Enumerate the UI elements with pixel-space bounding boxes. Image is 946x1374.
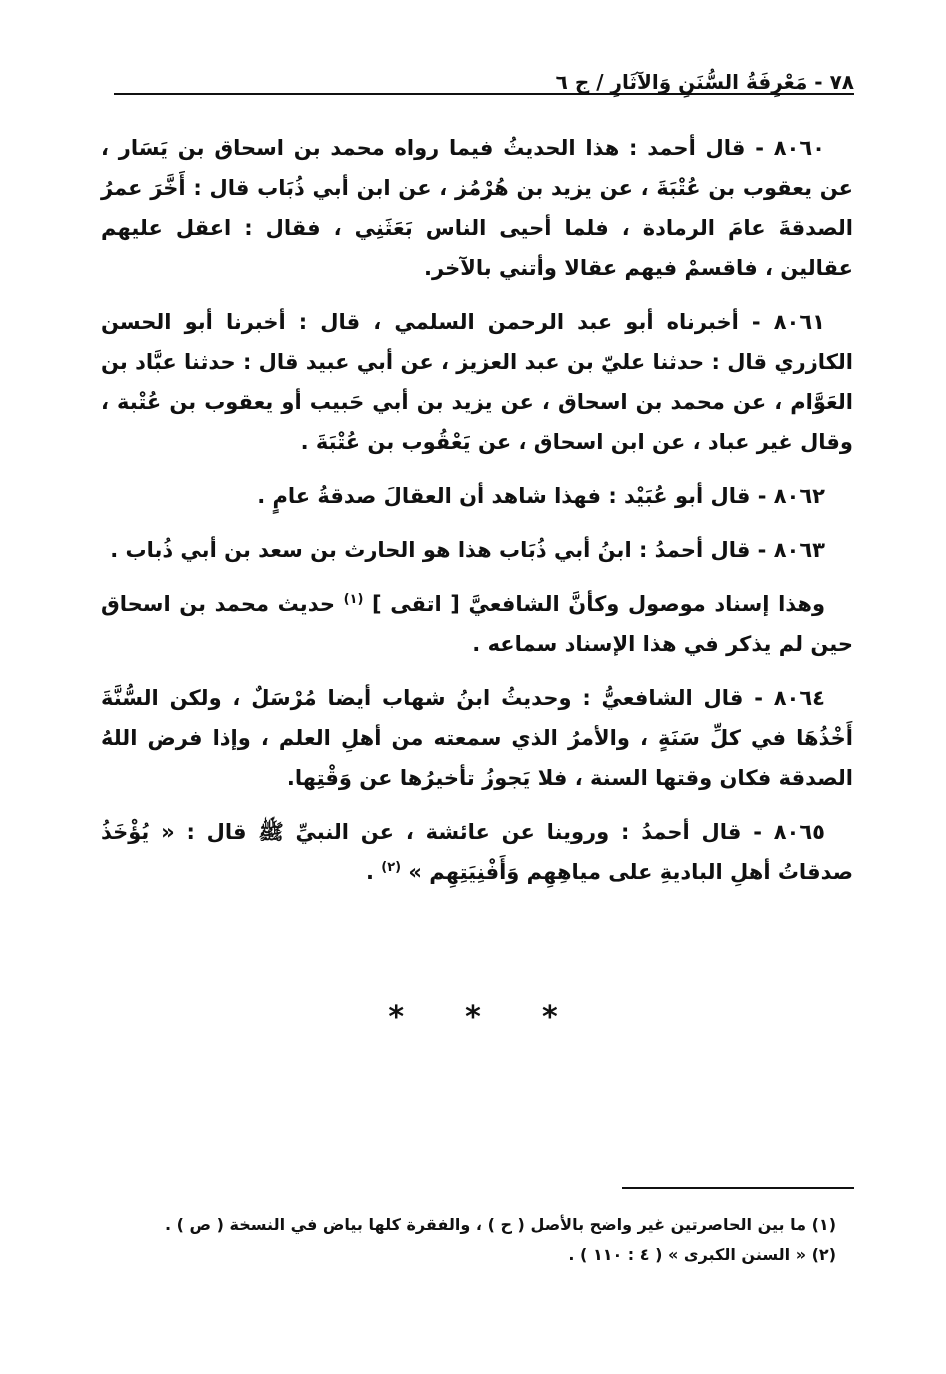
- paragraph-8065: [101, 812, 853, 892]
- header-rule: [114, 93, 854, 95]
- paragraph-8064: ٨٠٦٤ - قال الشافعيُّ : وحديثُ ابنُ شهاب أيضا مُرْسَلٌ ، ولكن السُّنَّةَ أَخْذُهَا في كلِّ سَنَةٍ ، والأمرُ الذي سمعته من أهلِ العلم ، وإذا فرض اللهُ الصدقة فكان وقتها السنة ، فلا يَجوزُ تأخيرُها عن وَقْتِها.: [101, 686, 853, 790]
- paragraph-isnad-note: [101, 584, 853, 664]
- separator-star: *: [541, 1000, 558, 1035]
- paragraph-8063: ٨٠٦٣ - قال أحمدُ : ابنُ أبي ذُبَاب هذا هو الحارث بن سعد بن أبي ذُباب .: [110, 538, 825, 562]
- paragraph-8062: ٨٠٦٢ - قال أبو عُبَيْد : فهذا شاهد أن العقالَ صدقةُ عامٍ .: [257, 484, 825, 508]
- separator-star: *: [465, 1000, 481, 1035]
- footnote-ref-2[interactable]: (٢): [381, 860, 402, 875]
- footnote-rule: [622, 1187, 854, 1189]
- footnote-2: (٢) « السنن الكبرى » ( ٤ : ١١٠ ) .: [568, 1245, 836, 1264]
- paragraph-isnad-note-start: وهذا إسناد موصول وكأنَّ الشافعيَّ [ اتقى ]: [372, 592, 826, 616]
- separator-star: *: [388, 1000, 405, 1035]
- paragraph-8065-end: .: [365, 860, 374, 884]
- main-text: [101, 128, 853, 906]
- paragraph-isnad-note-end: حديث محمد بن اسحاق حين لم يذكر في هذا الإسناد سماعه .: [101, 592, 853, 656]
- footnote-1: (١) ما بين الحاصرتين غير واضح بالأصل ( ح ) ، والفقرة كلها بياض في النسخة ( ص ) .: [165, 1215, 836, 1234]
- paragraph-8065-text: ٨٠٦٥ - قال أحمدُ : وروينا عن عائشة ، عن النبيِّ ﷺ قال : « يُؤْخَذُ صدقاتُ أهلِ الباديةِ على مياهِهِم وَأَفْنِيَتِهِم »: [101, 820, 853, 884]
- footnote-ref-1[interactable]: (١): [343, 592, 364, 607]
- page-header-title: ٧٨ - مَعْرِفَةُ السُّنَنِ وَالآثَارِ / ج ٦: [546, 70, 854, 94]
- paragraph-8061: ٨٠٦١ - أخبرناه أبو عبد الرحمن السلمي ، قال : أخبرنا أبو الحسن الكازري قال : حدثنا عليّ بن عبد العزيز ، عن أبي عبيد قال : حدثنا عبَّاد بن العَوَّام ، عن محمد بن اسحاق ، عن يزيد بن أبي حَبيب أو يعقوب بن عُتْبة ، وقال غير عباد ، عن ابن اسحاق ، عن يَعْقُوب بن عُتْبَةَ .: [101, 310, 853, 454]
- section-separator: [0, 1000, 946, 1035]
- running-header: [94, 70, 854, 100]
- paragraph-8060: ٨٠٦٠ - قال أحمد : هذا الحديثُ فيما رواه محمد بن اسحاق بن يَسَار ، عن يعقوب بن عُتْبَةَ ، عن يزيد بن هُرْمُز ، عن ابن أبي ذُبَاب قال : أَخَّرَ عمرُ الصدقةَ عامَ الرمادة ، فلما أحيى الناس بَعَثَنِي ، فقال : اعقل عليهم عقالين ، فاقسمْ فيهم عقالا وأتني بالآخر.: [101, 136, 853, 280]
- footnotes: [116, 1210, 836, 1270]
